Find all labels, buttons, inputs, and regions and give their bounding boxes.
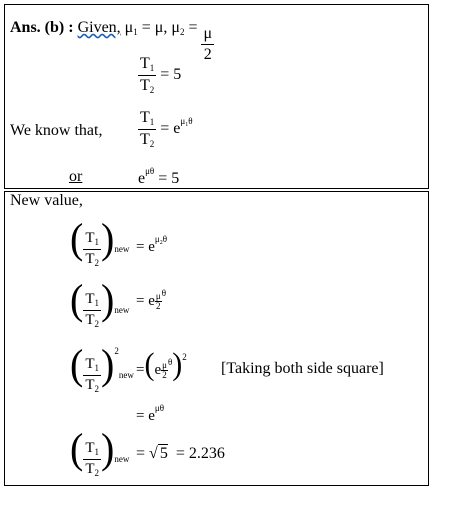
divider [4, 188, 429, 189]
given-word: Given, [77, 19, 121, 36]
ratio-equation [138, 56, 181, 95]
mu-over-2: $\frac{\mu}{2}$ [203, 25, 213, 63]
new-ratio-4-rhs: = $e^{\mu\theta}$ [136, 403, 165, 424]
mu2-equals: = [188, 19, 198, 36]
new-ratio-2: ( $\frac{T_1}{T_2}$ )new [70, 275, 130, 329]
or-equation: $e^{\mu\theta} = 5$ [138, 166, 180, 187]
new-value-heading: New value, [10, 192, 83, 209]
new-ratio-2-rhs: = e $\frac{\mu}{2}$ $^\theta$ [136, 288, 167, 311]
ratio-t1-t2-known: $\frac{T_1}{T_2}$ [140, 109, 155, 149]
mu2-symbol: $\mu_2$ [171, 19, 185, 37]
belt-friction-equation [138, 110, 193, 149]
ratio-value: = 5 [160, 66, 182, 84]
answer-header [10, 19, 214, 63]
or-word: or [69, 168, 83, 185]
answer-box-bottom [4, 191, 429, 486]
squaring-note: [Taking both side square] [221, 360, 384, 377]
we-know-text: We know that, [10, 122, 103, 139]
new-ratio-1: ( $\frac{T_1}{T_2}$ )new [70, 214, 130, 268]
ratio-t1-t2: $\frac{T_1}{T_2}$ [140, 55, 155, 95]
answer-label: Ans. (b) : [10, 19, 74, 36]
new-ratio-1-rhs: = $e^{\mu_2\theta}$ [136, 234, 168, 255]
new-ratio-3-rhs: =(e $\frac{\mu}{2}$ $^\theta$)$^2$ [136, 347, 187, 382]
new-ratio-5-rhs: = √ 5 = 2.236 [136, 445, 225, 462]
sqrt-symbol: √ [149, 445, 158, 462]
mu1-value: = μ, [141, 19, 168, 36]
new-ratio-3: ( $\frac{T_1}{T_2}$ )$^2$new [70, 340, 134, 394]
mu1-symbol: $\mu_1$ [124, 19, 138, 37]
new-ratio-5: ( $\frac{T_1}{T_2}$ )new [70, 424, 130, 478]
exp-rhs: = $e^{\mu_1\theta}$ [160, 116, 193, 138]
